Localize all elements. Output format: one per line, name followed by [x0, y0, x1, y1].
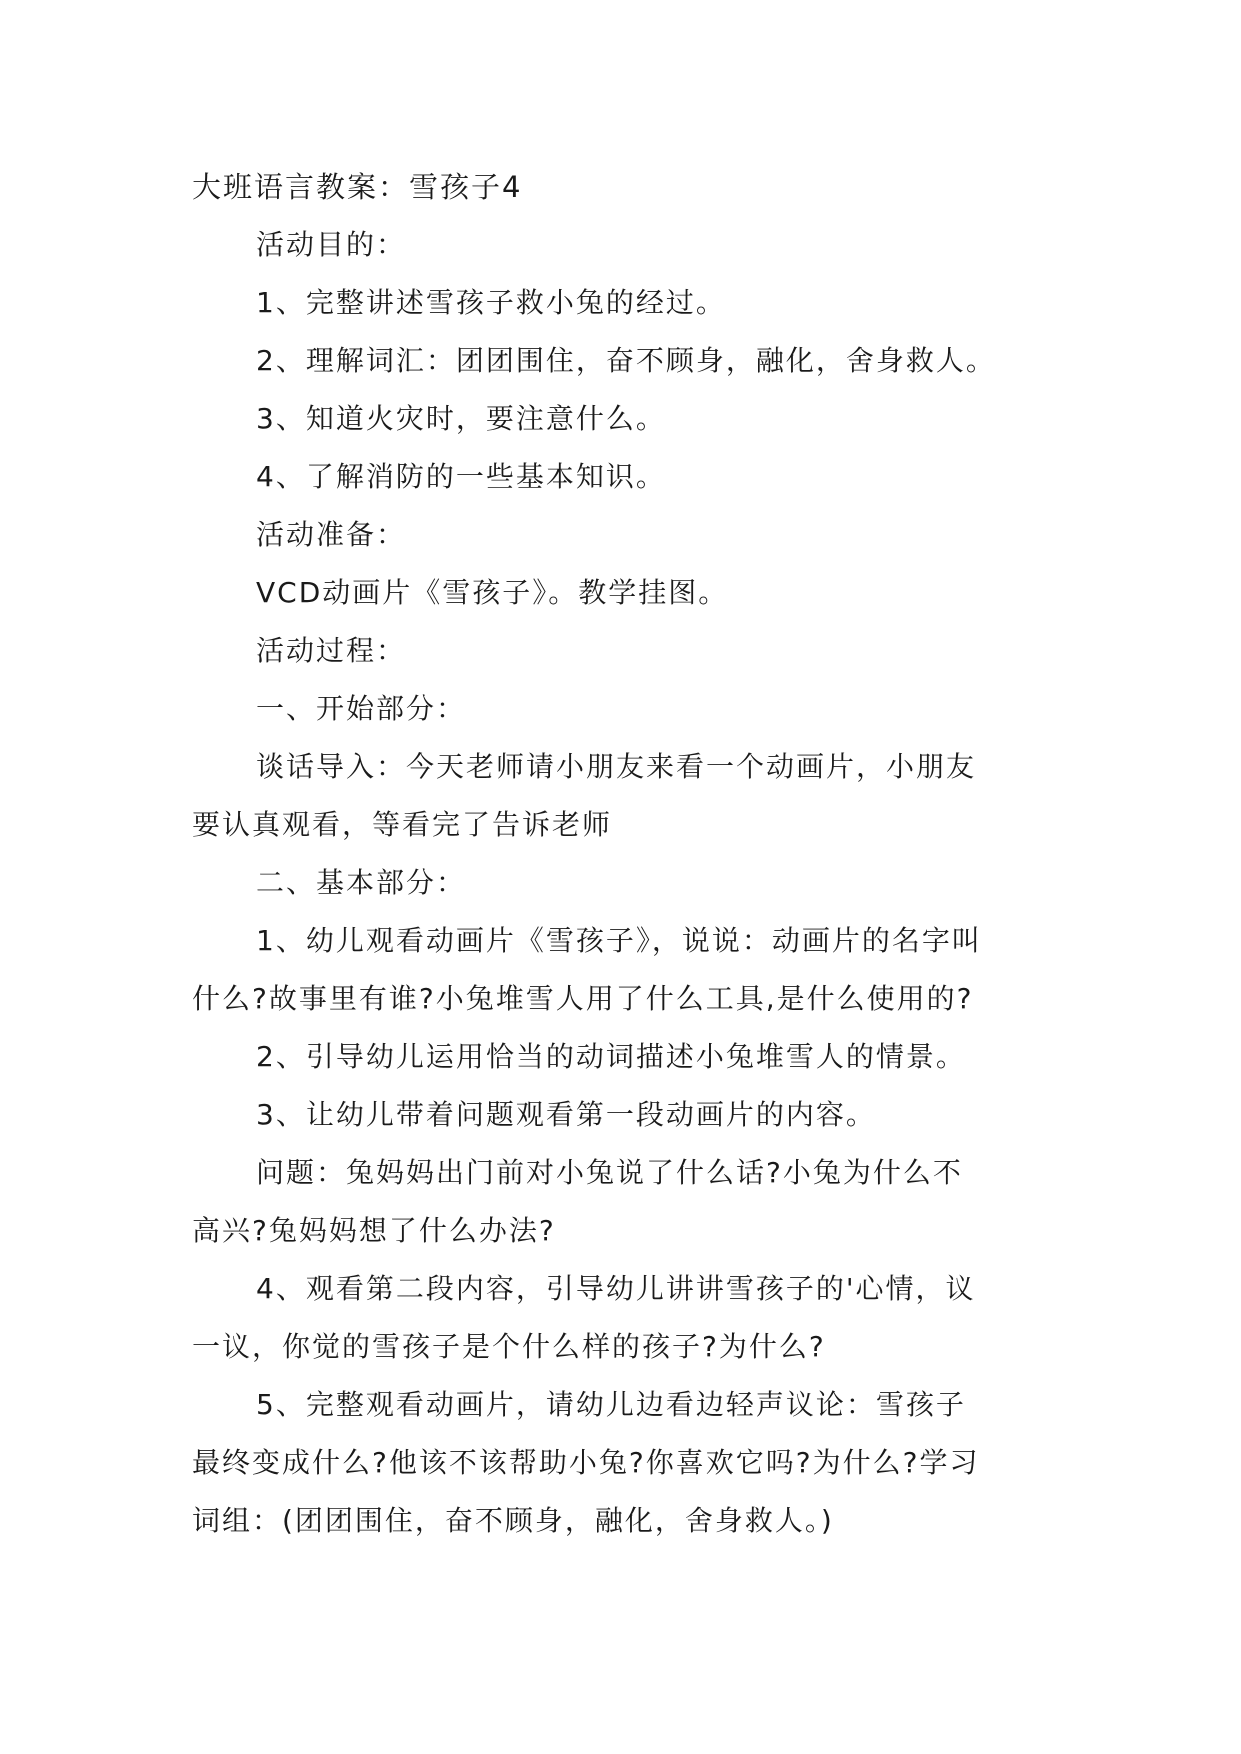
- paragraph-line: 最终变成什么?他该不该帮助小兔?你喜欢它吗?为什么?学习: [192, 1446, 980, 1479]
- paragraph-line: 4、观看第二段内容，引导幼儿讲讲雪孩子的'心情，议: [256, 1272, 976, 1305]
- goal-item-2: 2、理解词汇：团团围住，奋不顾身，融化，舍身救人。: [256, 344, 996, 377]
- paragraph-line: 谈话导入：今天老师请小朋友来看一个动画片，小朋友: [256, 750, 977, 783]
- paragraph-line: 5、完整观看动画片，请幼儿边看边轻声议论：雪孩子: [256, 1388, 966, 1421]
- section-heading-process: 活动过程：: [256, 634, 407, 667]
- paragraph-line: 2、引导幼儿运用恰当的动词描述小兔堆雪人的情景。: [256, 1040, 966, 1073]
- subsection-heading-basic: 二、基本部分：: [256, 866, 467, 899]
- paragraph-line: 1、幼儿观看动画片《雪孩子》，说说：动画片的名字叫: [256, 924, 982, 957]
- goal-item-3: 3、知道火灾时，要注意什么。: [256, 402, 666, 435]
- paragraph-line: 问题：兔妈妈出门前对小兔说了什么话?小兔为什么不: [256, 1156, 963, 1189]
- section-heading-preparation: 活动准备：: [256, 518, 407, 551]
- paragraph-line: 什么?故事里有谁?小兔堆雪人用了什么工具,是什么使用的?: [192, 982, 974, 1015]
- preparation-text: VCD动画片《雪孩子》。教学挂图。: [256, 576, 729, 609]
- paragraph-line: 要认真观看，等看完了告诉老师: [192, 808, 613, 841]
- subsection-heading-start: 一、开始部分：: [256, 692, 467, 725]
- paragraph-line: 3、让幼儿带着问题观看第一段动画片的内容。: [256, 1098, 876, 1131]
- document-body: [192, 158, 1072, 1550]
- document-title: 大班语言教案：雪孩子4: [192, 170, 523, 204]
- section-heading-goals: 活动目的：: [256, 228, 407, 261]
- paragraph-line: 词组：(团团围住，奋不顾身，融化，舍身救人。): [192, 1504, 834, 1537]
- goal-item-1: 1、完整讲述雪孩子救小兔的经过。: [256, 286, 726, 319]
- goal-item-4: 4、了解消防的一些基本知识。: [256, 460, 666, 493]
- paragraph-line: 高兴?兔妈妈想了什么办法?: [192, 1214, 556, 1247]
- paragraph-line: 一议，你觉的雪孩子是个什么样的孩子?为什么?: [192, 1330, 826, 1363]
